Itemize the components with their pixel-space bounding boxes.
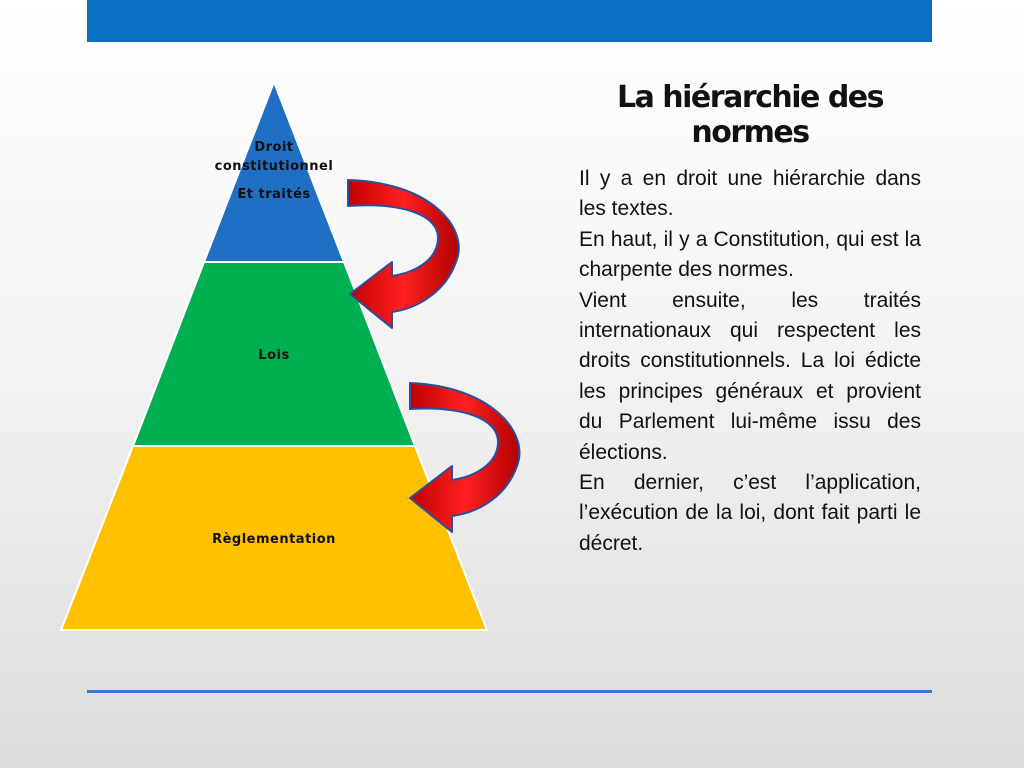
- curved-arrow-down-icon: [410, 383, 519, 532]
- curved-arrow-down-icon: [348, 180, 459, 328]
- top-tier-label-line1: Droit: [254, 140, 294, 155]
- top-tier-label-line3: Et traités: [237, 187, 311, 202]
- body-text: [579, 164, 921, 559]
- bottom-divider: [87, 690, 932, 693]
- body-paragraph: En dernier, c’est l’application, l’exécution de la loi, dont fait parti le décret.: [579, 471, 921, 555]
- middle-tier-label: Lois: [258, 348, 290, 363]
- body-paragraph: En haut, il y a Constitution, qui est la charpente des normes.: [579, 227, 921, 282]
- body-paragraph: Il y a en droit une hiérarchie dans les textes.: [579, 167, 921, 221]
- bottom-tier-label: Règlementation: [212, 532, 336, 547]
- body-paragraph: Vient ensuite, les traités internationaux qui respectent les droits constitutionnels. La loi édicte les principes généraux et provient du Parlement lui-même issu des élections.: [579, 288, 921, 464]
- slide-title: La hiérarchie des normes: [616, 80, 884, 150]
- top-tier-label-line2: constitutionnel: [214, 159, 334, 174]
